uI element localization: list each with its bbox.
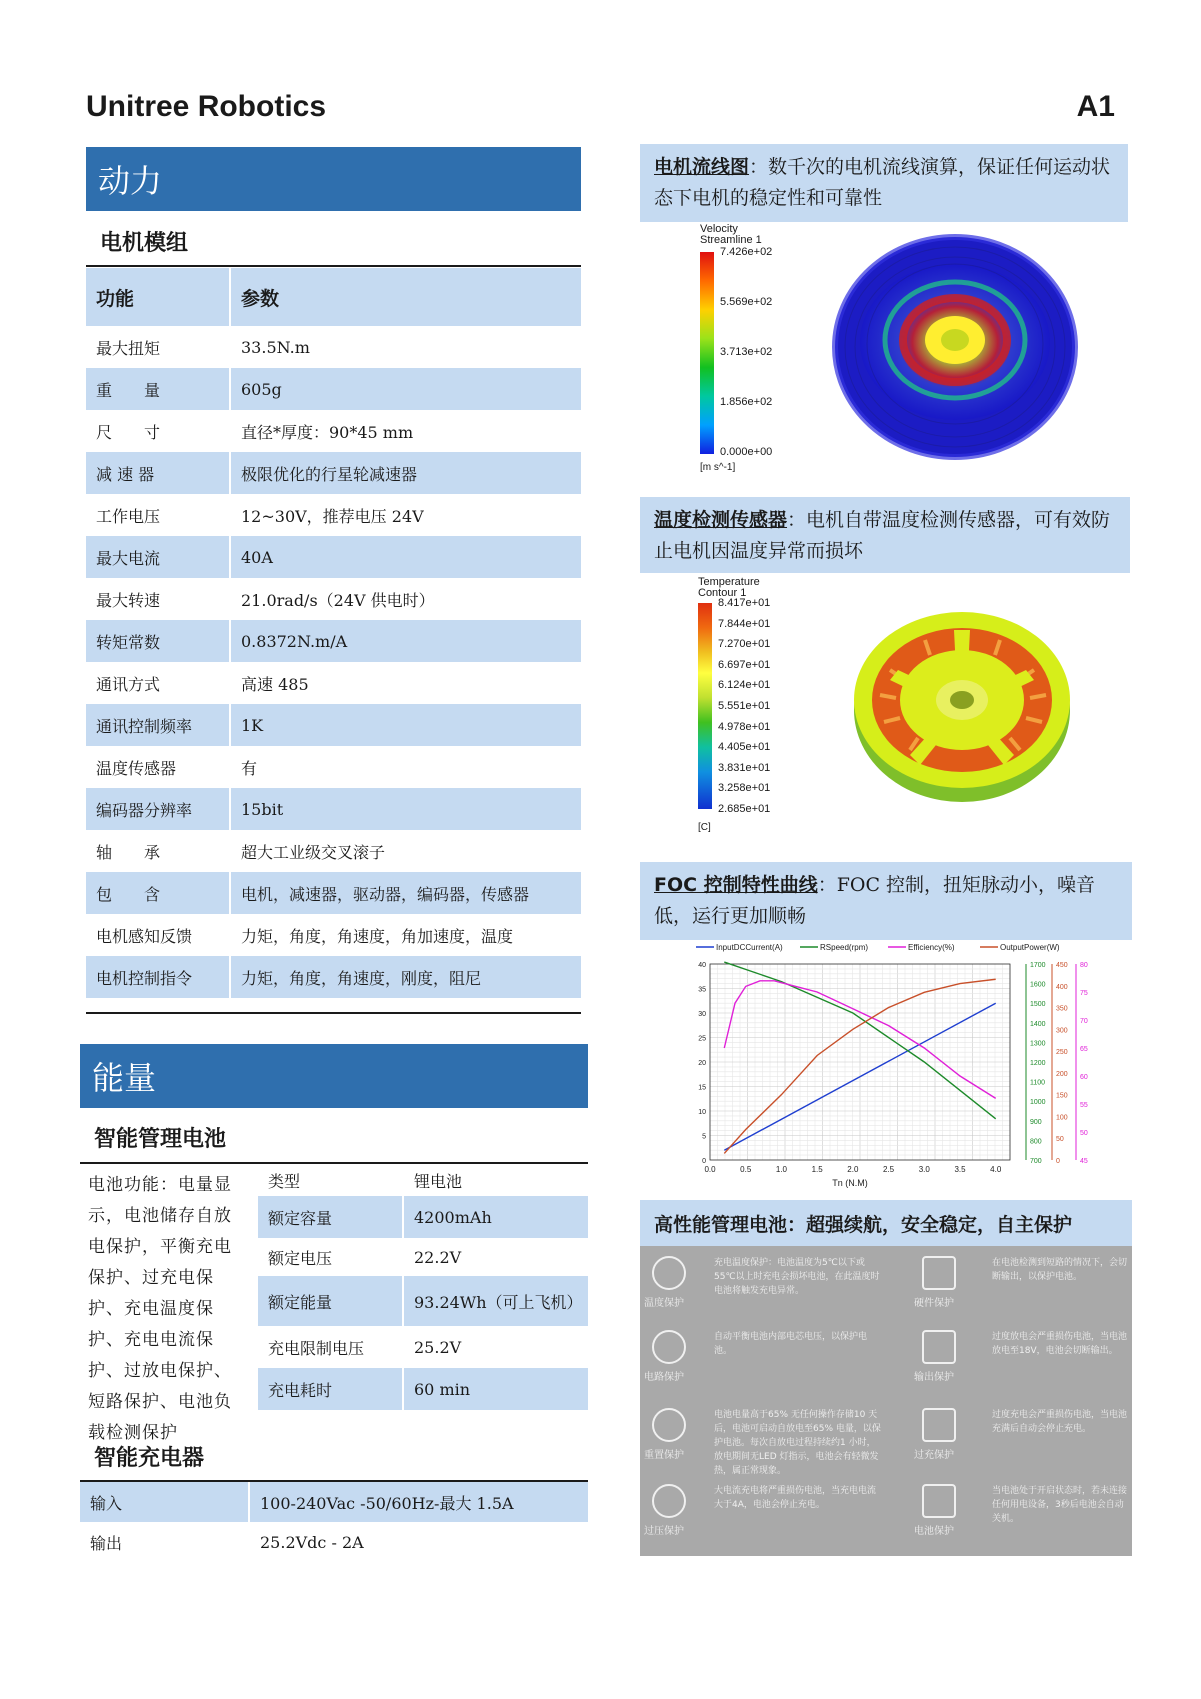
- velocity-tick-label: 5.569e+02: [720, 296, 773, 308]
- velocity-legend-title: Velocity: [700, 223, 738, 235]
- spec-key: 电机控制指令: [86, 956, 230, 998]
- battery-callout: 高性能管理电池：超强续航，安全稳定，自主保护: [640, 1200, 1132, 1246]
- y-tick-label-power: 150: [1056, 1092, 1068, 1100]
- x-tick-label: 2.5: [883, 1165, 895, 1174]
- table-row: [258, 1164, 588, 1196]
- battery-spec-value: 93.24Wh（可上飞机）: [403, 1276, 588, 1326]
- temp-tick-label: 3.258e+01: [718, 782, 771, 795]
- temp-tick-label: 4.405e+01: [718, 741, 771, 754]
- legend-label: InputDCCurrent(A): [716, 943, 783, 952]
- plug-icon: [922, 1408, 956, 1442]
- y-tick-label-current: 20: [698, 1060, 706, 1067]
- table-row: [80, 1482, 588, 1522]
- thermometer-icon: [652, 1256, 686, 1290]
- table-row: [86, 872, 581, 914]
- divider: [86, 265, 581, 267]
- battery-icon: [922, 1484, 956, 1518]
- temperature-motor-render: [850, 600, 1075, 805]
- spec-value: 力矩，角度，角速度，刚度，阻尼: [230, 956, 581, 998]
- spec-key: 最大扭矩: [86, 326, 230, 368]
- table-row: [86, 410, 581, 452]
- spec-value: 电机，减速器，驱动器，编码器，传感器: [230, 872, 581, 914]
- charger-spec-value: 100-240Vac -50/60Hz-最大 1.5A: [249, 1482, 588, 1522]
- battery-spec-value: 22.2V: [403, 1238, 588, 1276]
- battery-feature-label: 电路保护: [644, 1372, 684, 1383]
- battery-feature-text: 过度放电会严重损伤电池，当电池放电至18V，电池会切断输出。: [992, 1332, 1128, 1356]
- table-row: [86, 956, 581, 998]
- charger-spec-key: 输出: [80, 1522, 249, 1562]
- charger-spec-key: 输入: [80, 1482, 249, 1522]
- battery-spec-value: 锂电池: [403, 1164, 588, 1196]
- temp-tick-label: 6.124e+01: [718, 679, 771, 692]
- y-tick-label-efficiency: 60: [1080, 1074, 1088, 1081]
- battery-feature-text: 电池电量高于65% 无任何操作存储10 天后，电池可启动自放电至65% 电量，以保护电池。每次自放电过程持续约1 小时，放电期间无LED 灯指示，电池会有轻微发热，属正常现象。: [714, 1410, 881, 1476]
- gear-icon: [652, 1408, 686, 1442]
- velocity-legend-subtitle: Streamline 1: [700, 234, 762, 246]
- battery-feature-label: 过压保护: [644, 1526, 684, 1537]
- y-tick-label-speed: 800: [1030, 1138, 1042, 1146]
- temp-tick-label: 4.978e+01: [718, 720, 771, 733]
- table-row: [258, 1326, 588, 1368]
- y-tick-label-current: 25: [698, 1035, 706, 1043]
- brand-title: Unitree Robotics: [86, 90, 327, 123]
- x-tick-label: 3.5: [954, 1165, 966, 1174]
- battery-feature: [642, 1480, 904, 1554]
- table-row: [86, 704, 581, 746]
- streamline-callout-title: 电机流线图: [654, 156, 750, 178]
- battery-spec-value: 25.2V: [403, 1326, 588, 1368]
- chip-icon: [922, 1256, 956, 1290]
- battery-spec-key: 充电限制电压: [258, 1326, 403, 1368]
- spec-value: 有: [241, 758, 258, 778]
- battery-feature: [912, 1480, 1126, 1554]
- temperature-figure: [690, 575, 1090, 840]
- table-row: [86, 494, 581, 536]
- spec-key: 电机感知反馈: [86, 914, 230, 956]
- battery-spec-key: 额定能量: [258, 1276, 403, 1326]
- table-row: [258, 1368, 588, 1410]
- y-tick-label-speed: 700: [1030, 1158, 1042, 1165]
- table-row: [258, 1238, 588, 1276]
- header-parameter: 参数: [230, 268, 581, 326]
- table-row: [86, 746, 581, 788]
- table-row: [86, 578, 581, 620]
- charger-spec-value: 25.2Vdc - 2A: [249, 1522, 588, 1562]
- motor-spec-table: [86, 268, 581, 998]
- section-energy-title: 能量: [80, 1044, 588, 1108]
- table-row: [86, 368, 581, 410]
- x-tick-label: 2.0: [847, 1165, 859, 1174]
- battery-feature-label: 电池保护: [914, 1526, 954, 1537]
- y-tick-label-efficiency: 65: [1080, 1046, 1088, 1053]
- temperature-callout: [640, 497, 1130, 573]
- y-tick-label-efficiency: 55: [1080, 1102, 1088, 1109]
- charger-title: 智能充电器: [94, 1446, 205, 1471]
- battery-feature-text: 当电池处于开启状态时，若未连接任何用电设备，3秒后电池会自动关机。: [992, 1486, 1128, 1524]
- spec-value: 12~30V，推荐电压 24V: [241, 506, 424, 526]
- legend-label: OutputPower(W): [1000, 943, 1060, 952]
- spec-value: 1K: [230, 704, 581, 746]
- velocity-tick-label: 0.000e+00: [720, 446, 773, 458]
- temp-unit: [C]: [698, 822, 711, 833]
- x-tick-label: 4.0: [990, 1165, 1002, 1174]
- y-tick-label-power: 250: [1056, 1049, 1068, 1057]
- spec-value: 直径*厚度：90*45 mm: [241, 422, 414, 442]
- y-tick-label-power: 0: [1056, 1158, 1060, 1165]
- spec-value: 33.5N.m: [241, 337, 310, 357]
- output-icon: [922, 1330, 956, 1364]
- spec-key: 最大转速: [86, 578, 230, 620]
- spec-key: 减 速 器: [86, 452, 230, 494]
- y-tick-label-efficiency: 70: [1080, 1018, 1088, 1025]
- charger-spec-table: [80, 1482, 588, 1562]
- temp-legend-title: Temperature: [698, 576, 760, 588]
- battery-feature-text: 大电流充电将严重损伤电池，当充电电流大于4A，电池会停止充电。: [714, 1486, 877, 1510]
- velocity-unit: [m s^-1]: [700, 462, 736, 473]
- y-tick-label-current: 30: [698, 1011, 706, 1018]
- y-tick-label-speed: 1400: [1030, 1020, 1046, 1028]
- y-tick-label-current: 0: [702, 1158, 706, 1165]
- temp-tick-label: 7.844e+01: [718, 617, 771, 630]
- circuit-icon: [652, 1330, 686, 1364]
- x-tick-label: 1.0: [775, 1165, 787, 1174]
- y-tick-label-efficiency: 45: [1080, 1158, 1088, 1165]
- table-row: [258, 1196, 588, 1238]
- temp-tick-label: 7.270e+01: [718, 638, 771, 651]
- battery-feature-label: 重置保护: [644, 1450, 684, 1461]
- y-tick-label-current: 40: [698, 962, 706, 969]
- y-tick-label-speed: 1700: [1030, 962, 1046, 969]
- spec-value: 力矩，角度，角速度，角加速度，温度: [241, 926, 514, 946]
- divider: [86, 1012, 581, 1014]
- x-axis-label: Tn (N.M): [832, 1178, 868, 1188]
- battery-spec-key: 充电耗时: [258, 1368, 403, 1410]
- motor-module-title: 电机模组: [100, 231, 189, 256]
- x-tick-label: 0.5: [740, 1165, 752, 1174]
- y-tick-label-power: 400: [1056, 983, 1068, 991]
- battery-feature-label: 温度保护: [644, 1298, 684, 1309]
- battery-feature-label: 硬件保护: [914, 1298, 954, 1309]
- spec-value: 高速 485: [241, 674, 309, 694]
- battery-feature-label: 输出保护: [914, 1372, 954, 1383]
- battery-spec-value: 60 min: [403, 1368, 588, 1410]
- y-tick-label-speed: 1200: [1030, 1060, 1046, 1067]
- y-tick-label-power: 100: [1056, 1114, 1068, 1122]
- streamline-callout: [640, 144, 1128, 222]
- foc-characteristic-chart: [688, 938, 1108, 1198]
- battery-spec-key: 额定容量: [258, 1196, 403, 1238]
- spec-key: 尺 寸: [86, 410, 230, 452]
- battery-feature: [642, 1404, 904, 1478]
- temp-tick-label: 5.551e+01: [718, 700, 771, 712]
- doc-id: A1: [1076, 90, 1115, 123]
- y-tick-label-current: 10: [698, 1109, 706, 1116]
- temp-tick-label: 3.831e+01: [718, 761, 771, 774]
- streamline-callout-text: ：数千次的电机流线演算，保证任何运动状态下电机的稳定性和可靠性: [654, 156, 1111, 209]
- y-tick-label-speed: 1300: [1030, 1040, 1046, 1048]
- y-tick-label-speed: 1500: [1030, 1001, 1046, 1009]
- battery-spec-key: 类型: [258, 1164, 403, 1196]
- spec-key: 重 量: [86, 368, 230, 410]
- y-tick-label-current: 15: [698, 1084, 706, 1092]
- gauge-icon: [652, 1484, 686, 1518]
- battery-spec-value: 4200mAh: [403, 1196, 588, 1238]
- y-tick-label-current: 35: [698, 986, 706, 994]
- spec-table-header: [86, 268, 581, 326]
- y-tick-label-current: 5: [702, 1133, 706, 1141]
- table-row: [86, 326, 581, 368]
- spec-value: 15bit: [230, 788, 581, 830]
- battery-feature-label: 过充保护: [914, 1450, 954, 1461]
- table-row: [86, 788, 581, 830]
- table-row: [86, 830, 581, 872]
- spec-key: 编码器分辨率: [86, 788, 230, 830]
- x-tick-label: 1.5: [811, 1165, 823, 1174]
- temp-tick-label: 2.685e+01: [718, 803, 771, 815]
- y-tick-label-power: 450: [1056, 962, 1068, 969]
- battery-feature: [912, 1326, 1126, 1400]
- y-tick-label-efficiency: 80: [1080, 962, 1088, 969]
- battery-description: 电池功能：电量显示，电池储存自放电保护，平衡充电保护、过充电保护、充电温度保护、充电电流保护、过放电保护、短路保护、电池负载检测保护: [88, 1175, 232, 1443]
- table-row: [86, 536, 581, 578]
- foc-callout: [640, 862, 1132, 940]
- streamline-figure: [690, 222, 1090, 482]
- y-tick-label-power: 350: [1056, 1005, 1068, 1013]
- battery-feature: [642, 1252, 904, 1326]
- spec-value: 极限优化的行星轮减速器: [230, 452, 581, 494]
- table-row: [86, 620, 581, 662]
- y-tick-label-power: 300: [1056, 1027, 1068, 1035]
- battery-feature: [642, 1326, 904, 1400]
- battery-feature-text: 在电池检测到短路的情况下，会切断输出，以保护电池。: [992, 1258, 1128, 1282]
- battery-spec-table: [258, 1164, 588, 1410]
- y-tick-label-speed: 1000: [1030, 1099, 1046, 1107]
- spec-value: 超大工业级交叉滚子: [241, 842, 386, 862]
- y-tick-label-speed: 1100: [1030, 1079, 1046, 1087]
- spec-key: 工作电压: [86, 494, 230, 536]
- battery-feature: [912, 1252, 1126, 1326]
- foc-callout-title: FOC 控制特性曲线: [654, 874, 818, 896]
- spec-key: 最大电流: [86, 536, 230, 578]
- header-function: 功能: [86, 268, 230, 326]
- battery-protection-panel: [640, 1246, 1132, 1556]
- table-row: [86, 914, 581, 956]
- velocity-tick-label: 1.856e+02: [720, 396, 773, 408]
- battery-feature-text: 自动平衡电池内部电芯电压，以保护电池。: [714, 1332, 868, 1356]
- spec-key: 转矩常数: [86, 620, 230, 662]
- x-tick-label: 3.0: [918, 1165, 930, 1174]
- y-tick-label-power: 50: [1056, 1136, 1064, 1144]
- streamline-render: [830, 232, 1080, 467]
- legend-label: Efficiency(%): [908, 943, 955, 952]
- legend-label: RSpeed(rpm): [820, 943, 869, 952]
- temp-color-bar: [698, 603, 712, 809]
- battery-spec-key: 额定电压: [258, 1238, 403, 1276]
- battery-feature-text: 过度充电会严重损伤电池，当电池充满后自动会停止充电。: [992, 1410, 1128, 1434]
- section-power-title: 动力: [86, 147, 581, 211]
- temperature-callout-text: ：电机自带温度检测传感器，可有效防止电机因温度异常而损坏: [654, 509, 1111, 562]
- foc-callout-text: ：FOC 控制，扭矩脉动小，噪音低，运行更加顺畅: [654, 874, 1096, 927]
- battery-feature: [912, 1404, 1126, 1478]
- table-row: [86, 452, 581, 494]
- y-tick-label-speed: 900: [1030, 1118, 1042, 1126]
- temp-legend-subtitle: Contour 1: [698, 587, 747, 599]
- table-row: [80, 1522, 588, 1562]
- x-tick-label: 0.0: [704, 1165, 716, 1174]
- temperature-callout-title: 温度检测传感器: [654, 509, 788, 531]
- spec-value: 605g: [230, 368, 581, 410]
- spec-value: 40A: [230, 536, 581, 578]
- spec-value: 0.8372N.m/A: [230, 620, 581, 662]
- spec-key: 轴 承: [86, 830, 230, 872]
- y-tick-label-efficiency: 50: [1080, 1130, 1088, 1137]
- velocity-color-bar: [700, 252, 714, 454]
- temp-tick-label: 8.417e+01: [718, 597, 771, 609]
- temp-tick-label: 6.697e+01: [718, 658, 771, 671]
- y-tick-label-power: 200: [1056, 1070, 1068, 1078]
- spec-key: 包 含: [86, 872, 230, 914]
- table-row: [258, 1276, 588, 1326]
- spec-key: 通讯方式: [86, 662, 230, 704]
- battery-title: 智能管理电池: [94, 1127, 227, 1152]
- y-tick-label-speed: 1600: [1030, 981, 1046, 989]
- velocity-tick-label: 3.713e+02: [720, 346, 773, 358]
- spec-key: 温度传感器: [86, 746, 230, 788]
- spec-value: 21.0rad/s（24V 供电时）: [241, 590, 435, 610]
- spec-key: 通讯控制频率: [86, 704, 230, 746]
- y-tick-label-efficiency: 75: [1080, 990, 1088, 997]
- table-row: [86, 662, 581, 704]
- battery-feature-text: 充电温度保护：电池温度为5℃以下或55℃以上时充电会损坏电池，在此温度时电池将触发充电异常。: [714, 1258, 880, 1296]
- velocity-tick-label: 7.426e+02: [720, 246, 773, 258]
